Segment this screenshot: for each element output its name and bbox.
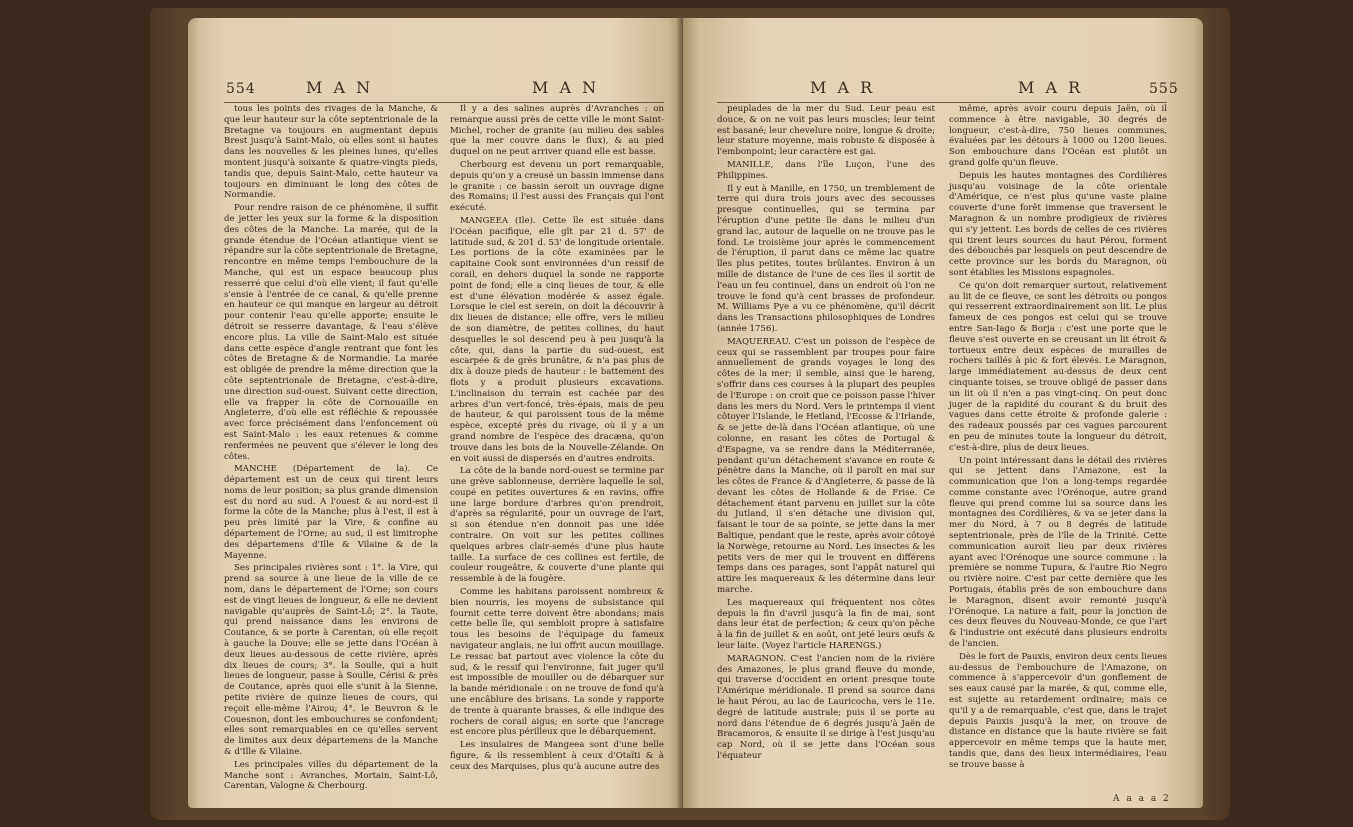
left-page-number: 554 [226, 81, 256, 97]
paragraph: Ce qu'on doit remarquer surtout, relativement au lit de ce fleuve, ce sont les détroits ou pongos qui resserrent extraordinairement son lit. Le plus fameux de ces pongos est celui qui se trouve entre San-Iago & Borja : c'est une porte que le fleuve s'est ouverte en se creusant un lit étroit & tortueux entre deux espèces de murailles de rochers taillés à pic & fort élevés. Le Maragnon, large immédiatement au-dessus de deux cent cinquante toises, se trouve obligé de passer dans un lit où il n'en a pas vingt-cinq. On peut donc juger de la rapidité du courant & du bruit des vagues dans cette étroite & profonde galerie : des radeaux poussés par ces vagues parcourent en peu de minutes toute la longueur du détroit, c'est-à-dire, plus de deux lieues. [949, 280, 1167, 453]
paragraph: Depuis les hautes montagnes des Cordilières jusqu'au voisinage de la côte orientale d'Amérique, ce n'est plus qu'une vaste plaine couverte d'une forêt immense que traversent le Maragnon & un nombre prodigieux de rivières qui s'y jettent. Les bords de celles de ces rivières qui tirent leurs sources du haut Pérou, forment des débouchés par lesquels on peut descendre de cette province sur les bords du Maragnon, où sont établies les Missions espagnoles. [949, 170, 1167, 278]
paragraph: tous les points des rivages de la Manche, & que leur hauteur sur la côte septentrionale de la Bretagne va toujours en augmentant depuis Brest jusqu'à Saint-Malo, où elles sont si hautes dans les nouvelles & les pleines lunes, qu'elles montent jusqu'à soixante & quatre-vingts pieds, tandis que, depuis Saint-Malo, cette hauteur va toujours en diminuant le long des côtes de Normandie. [224, 104, 438, 201]
paragraph: Les maquereaux qui fréquentent nos côtes depuis la fin d'avril jusqu'à la fin de mai, sont dans leur état de perfection; & ceux qu'on pêche à la fin de juillet & en août, ont jeté leurs œufs & leur laite. (Voyez l'article HARENGS.) [717, 597, 935, 652]
right-column-2 [949, 104, 1167, 794]
signature-mark: A a a a 2 [1113, 794, 1171, 804]
paragraph: peuplades de la mer du Sud. Leur peau est douce, & on ne voit pas leurs muscles; leur teint est basané; leur chevelure noire, longue & droite; leur stature moyenne, mais robuste & disposée à l'embonpoint; leur caractère est gai. [717, 104, 935, 158]
paragraph: Pour rendre raison de ce phénomène, il suffit de jetter les yeux sur la forme & la disposition des côtes de la Manche. La marée, qui de la grande étendue de l'Océan atlantique vient se répandre sur la côte septentrionale de Bretagne, rencontre en même temps l'embouchure de la Manche, qui est un espace beaucoup plus resserré que celui d'où elle vient; il faut qu'elle s'ensie à l'entrée de ce canal, & qu'elle prenne en hauteur ce qui manque en largeur au détroit pour contenir l'eau qu'elle apporte; ensuite le détroit se resserre davantage, & l'eau s'élève encore plus. La ville de Saint-Malo est située dans cette espèce d'angle rentrant que font les côtes de Bretagne & de Normandie. La marée est obligée de prendre la même direction que la côte septentrionale de Bretagne, c'est-à-dire, une direction sud-ouest. Suivant cette direction, elle va frapper la côte de Cornouaille en Angleterre, d'où elle est réfléchie & repoussée avec force précisément dans l'enfoncement où est Saint-Malo : les eaux retenues & comme renfermées ne peuvent que s'élever le long des côtes. [224, 203, 438, 462]
paragraph: Un point intéressant dans le détail des rivières qui se jettent dans l'Amazone, est la communication que l'on a long-temps regardée comme constante avec l'Orénoque, autre grand fleuve qui prend comme lui sa source dans les montagnes des Cordilières, & va se jeter dans la mer du Nord, à 7 ou 8 degrés de latitude septentrionale, près de l'île de la Trinité. Cette communication auroit lieu par deux rivières ayant avec l'Orénoque une source commune : la première se nomme Tupura, & l'autre Rio Negro ou rivière noire. C'est par cette dernière que les Portugais, établis près de son embouchure dans le Maragnon, disent avoir remonté jusqu'à l'Orénoque. La nature a fait, pour la jonction de ces deux fleuves du Nouveau-Monde, ce que l'art & l'industrie ont exécuté dans plusieurs endroits de l'ancien. [949, 455, 1167, 650]
paragraph: MANILLE, dans l'île Luçon, l'une des Philippines. [717, 159, 935, 181]
paragraph: MARAGNON. C'est l'ancien nom de la rivière des Amazones, le plus grand fleuve du monde, qui traverse d'occident en orient presque toute l'Amérique méridionale. Il prend sa source dans le haut Pérou, au lac de Lauricocha, vers le 11e. degré de latitude australe; puis il se porte au nord dans l'étendue de 6 degrés jusqu'à Jaën de Bracamoros, & ensuite il se dirige à l'est jusqu'au cap Nord, où il se jette dans l'Océan sous l'équateur [717, 653, 935, 762]
paragraph: La côte de la bande nord-ouest se termine par une grève sablonneuse, derrière laquelle le sol, coupé en petites ouvertures & en ravins, offre une large bordure d'arbres qu'on prendroit, d'après sa régularité, pour un ouvrage de l'art, si son étendue n'en donnoit pas une idée contraire. On voit sur les petites collines quelques arbres clair-semés d'une plus haute taille. La surface de ces collines est fertile, de couleur rougeâtre, & couverte d'une plante qui ressemble à de la fougère. [450, 466, 664, 585]
paragraph: Cherbourg est devenu un port remarquable, depuis qu'on y a creusé un bassin immense dans le granite : ce bassin seroit un ouvrage digne des Romains; il l'est aussi des Français qui l'ont exécuté. [450, 159, 664, 214]
left-header-word-2: M A N [532, 78, 600, 97]
paragraph: même, après avoir couru depuis Jaën, où il commence à être navigable, 30 degrés de longueur, c'est-à-dire, 750 lieues communes, évaluées par les détours à 1000 ou 1200 lieues. Son embouchure dans l'Océan est plutôt un grand golfe qu'un fleuve. [949, 104, 1167, 168]
paragraph: Ses principales rivières sont : 1°. la Vire, qui prend sa source à une lieue de la ville de ce nom, dans le département de l'Orne; son cours est de vingt lieues de longueur, & elle ne devient navigable qu'auprès de Saint-Lô; 2°. la Taute, qui prend naissance dans les environs de Coutance, & se porte à Carentan, où elle reçoit à gauche la Douve; elle se jette dans l'Océan à deux lieues au-dessous de cette rivière, après dix lieues de cours; 3°. la Soulle, qui a huit lieues de longueur, passe à Soulle, Cérisi & près de Coutance, après quoi elle s'unit à la Sienne, petite rivière de quinze lieues de cours, qui reçoit elle-même l'Airou; 4°. le Beuvron & le Couesnon, dont les embouchures se confondent; elles sont remarquables en ce qu'elles servent de limites aux deux départemens de la Manche & d'Ille & Vilaine. [224, 563, 438, 758]
paragraph: Il y eut à Manille, en 1750, un tremblement de terre qui dura trois jours avec des secousses presque continuelles, qui se termina par l'éruption d'une petite île dans le milieu d'un grand lac, autour de laquelle on ne trouve pas le fond. Le troisième jour après le commencement de l'éruption, il parut dans ce même lac quatre îles plus petites, toutes brûlantes. Environ à un mille de distance de l'une de ces îles il sortit de l'eau un feu continuel, dans un endroit où l'on ne trouve le fond qu'à cent brasses de profondeur. M. Williams Pye a vu ce phénomène, qu'il décrit dans les Transactions philosophiques de Londres (année 1756). [717, 183, 935, 334]
paragraph: Il y a des salines auprès d'Avranches : on remarque aussi près de cette ville le mont Saint-Michel, rocher de granite (au milieu des sables que la mer couvre dans le flux), & au pied duquel on ne peut arriver quand elle est basse. [450, 104, 664, 158]
right-page-number: 555 [1149, 81, 1179, 97]
paragraph: MAQUEREAU. C'est un poisson de l'espèce de ceux qui se rassemblent par troupes pour faire annuellement de grands voyages le long des côtes de la mer; il semble, ainsi que le hareng, s'offrir dans ces courses à la plupart des peuples de l'Europe : on croit que ce poisson passe l'hiver dans les mers du Nord. Vers le printemps il vient côtoyer l'Islande, le Hetland, l'Ecosse & l'Irlande, & se jette de-là dans l'Océan atlantique, où une colonne, en rasant les côtes de Portugal & d'Espagne, va se rendre dans la Méditerranée, pendant qu'un détachement s'avance en route & pénètre dans la Manche, où il paroît en mai sur les côtes de France & d'Angleterre, & passe de là devant les côtes de Hollande & de Frise. Ce détachement étant parvenu en juillet sur la côte du Jutland, il s'en détache une division qui, faisant le tour de sa pointe, se jette dans la mer Baltique, pendant que le reste, après avoir côtoyé la Norwège, retourne au Nord. Les insectes & les petits vers de mer qui le trouvent en différens temps dans ces parages, sont l'appât naturel qui attire les maquereaux & les détermine dans leur marche. [717, 336, 935, 596]
paragraph: MANCHE (Département de la). Ce département est un de ceux qui tirent leurs noms de leur position; sa plus grande dimension est du nord au sud. A l'ouest & au nord-est il forme la côte de la Manche; plus à l'est, il est à peu près limité par la Vire, & confine au département de l'Orne; au sud, il est limitrophe des départemens d'Ille & Vilaine & de la Mayenne. [224, 464, 438, 561]
right-header-rule [717, 102, 1167, 103]
left-column-1 [224, 104, 438, 804]
right-header-word-1: M A R [810, 78, 876, 97]
paragraph: Les insulaires de Mangeea sont d'une belle figure, & ils ressemblent à ceux d'Otaïti & à ceux des Marquises, plus qu'à aucune autre des [450, 740, 664, 772]
left-column-2 [450, 104, 664, 804]
paragraph: Dès le fort de Pauxis, environ deux cents lieues au-dessus de l'embouchure de l'Amazone, on commence à s'appercevoir d'un gonflement de ses eaux causé par la marée, & qui, comme elle, est sujette au retardement ordinaire; mais ce qu'il y a de remarquable, c'est que, dans le trajet depuis Pauxis jusqu'à la mer, on trouve de distance en distance que la haute rivière se fait appercevoir en même temps que la haute mer, tandis que, dans des lieux intermédiaires, l'eau se trouve basse à [949, 651, 1167, 770]
paragraph: Comme les habitans paroissent nombreux & bien nourris, les moyens de subsistance qui fournit cette terre doivent être abondans; mais cette belle île, qui sembloit propre à satisfaire tous les besoins de l'équipage du fameux navigateur anglais, ne lui offrit aucun mouillage. Le ressac bat partout avec violence la côte du sud, & le ressif qui l'environne, fait juger qu'il est impossible de mouiller ou de débarquer sur la bande méridionale : on ne trouve de fond qu'à une encâblure des brisans. La sonde y rapporte de trente à quarante brasses, & elle indique des rochers de corail aigus; en sorte que l'ancrage est encore plus périlleux que le débarquement. [450, 587, 664, 738]
right-header-word-2: M A R [1018, 78, 1084, 97]
paragraph: MANGEEA (Ile). Cette île est située dans l'Océan pacifique, elle gît par 21 d. 57' de latitude sud, & 201 d. 53' de longitude orientale. Les portions de la côte examinées par le capitaine Cook sont environnées d'un ressif de corail, en dehors duquel la sonde ne rapporte point de fond; elle a cinq lieues de tour, & elle est d'une élévation modérée & assez égale. Lorsque le ciel est serein, on doit la découvrir à dix lieues de distance; elle offre, vers le milieu de son diamètre, de petites collines, du haut desquelles le sol descend peu à peu jusqu'à la côte, qui, dans la partie du sud-ouest, est escarpée & de grès brunâtre, & n'a pas plus de dix à douze pieds de hauteur : le battement des flots y a produit plusieurs excavations. L'inclinaison du terrain est cachée par des arbres d'un vert-foncé, très-épais, mais de peu de hauteur, & qui paroissent tous de la même espèce, excepté près du rivage, où il y a un grand nombre de l'espèce des dracæna, qu'on trouve dans les bois de la Nouvelle-Zélande. On en voit aussi de dispersés en d'autres endroits. [450, 215, 664, 464]
left-page-header [188, 78, 683, 102]
paragraph: Les principales villes du département de la Manche sont : Avranches, Mortain, Saint-Lô, Carentan, Valogne & Cherbourg. [224, 759, 438, 792]
left-header-rule [224, 102, 664, 103]
right-column-1 [717, 104, 935, 804]
left-header-word-1: M A N [306, 78, 374, 97]
right-page [683, 18, 1203, 808]
left-page [188, 18, 683, 808]
right-page-header [683, 78, 1203, 102]
